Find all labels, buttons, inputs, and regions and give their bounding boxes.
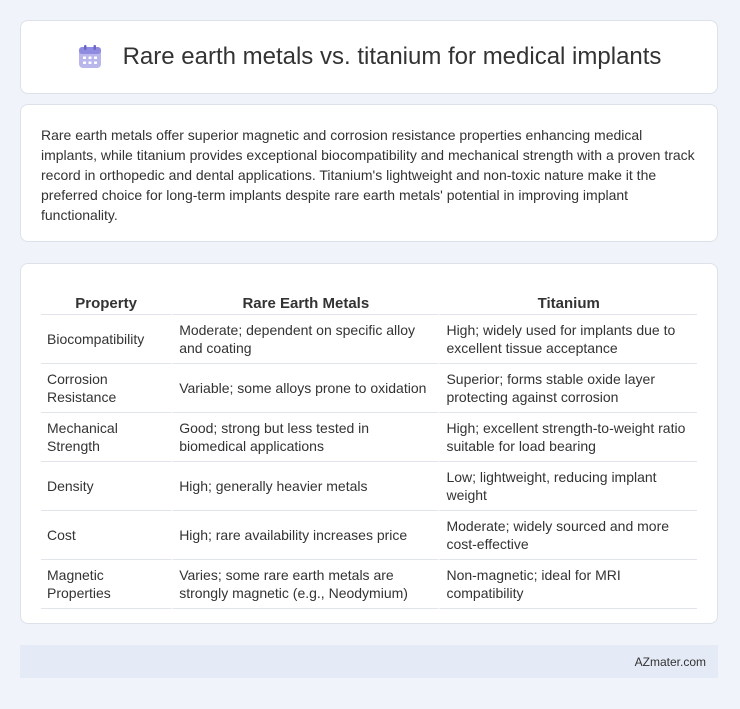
table-row	[41, 315, 697, 364]
rare-earth-cell: Good; strong but less tested in biomedical applications	[171, 413, 438, 462]
intro-text: Rare earth metals offer superior magnetic and corrosion resistance properties enhancing medical implants, while titanium provides exceptional biocompatibility and mechanical strength with a proven track record in orthopedic and dental applications. Titanium's lightweight and non-toxic nature make it the preferred choice for long-term implants despite rare earth metals' potential in improving implant functionality.	[41, 127, 695, 223]
calendar-icon	[77, 44, 103, 70]
titanium-cell: Superior; forms stable oxide layer protecting against corrosion	[438, 364, 697, 413]
intro-card	[20, 104, 718, 242]
titanium-cell: Non-magnetic; ideal for MRI compatibility	[438, 560, 697, 609]
property-cell: Mechanical Strength	[41, 413, 171, 462]
footer	[20, 645, 718, 678]
comparison-table-card	[20, 263, 718, 624]
comparison-table	[41, 282, 697, 609]
table-row	[41, 364, 697, 413]
column-header-titanium: Titanium	[438, 282, 697, 315]
rare-earth-cell: Variable; some alloys prone to oxidation	[171, 364, 438, 413]
property-cell: Corrosion Resistance	[41, 364, 171, 413]
property-cell: Density	[41, 462, 171, 511]
titanium-cell: Moderate; widely sourced and more cost-effective	[438, 511, 697, 560]
property-cell: Cost	[41, 511, 171, 560]
property-cell: Magnetic Properties	[41, 560, 171, 609]
table-row	[41, 462, 697, 511]
titanium-cell: High; excellent strength-to-weight ratio suitable for load bearing	[438, 413, 697, 462]
title-card	[20, 20, 718, 94]
rare-earth-cell: Moderate; dependent on specific alloy and coating	[171, 315, 438, 364]
table-header-row	[41, 282, 697, 315]
column-header-property: Property	[41, 282, 171, 315]
footer-brand: AZmater.com	[634, 654, 706, 669]
rare-earth-cell: High; rare availability increases price	[171, 511, 438, 560]
rare-earth-cell: High; generally heavier metals	[171, 462, 438, 511]
rare-earth-cell: Varies; some rare earth metals are strongly magnetic (e.g., Neodymium)	[171, 560, 438, 609]
page-title: Rare earth metals vs. titanium for medical implants	[122, 43, 662, 70]
property-cell: Biocompatibility	[41, 315, 171, 364]
table-row	[41, 511, 697, 560]
table-row	[41, 413, 697, 462]
titanium-cell: High; widely used for implants due to excellent tissue acceptance	[438, 315, 697, 364]
titanium-cell: Low; lightweight, reducing implant weight	[438, 462, 697, 511]
column-header-rare-earth-metals: Rare Earth Metals	[171, 282, 438, 315]
table-row	[41, 560, 697, 609]
